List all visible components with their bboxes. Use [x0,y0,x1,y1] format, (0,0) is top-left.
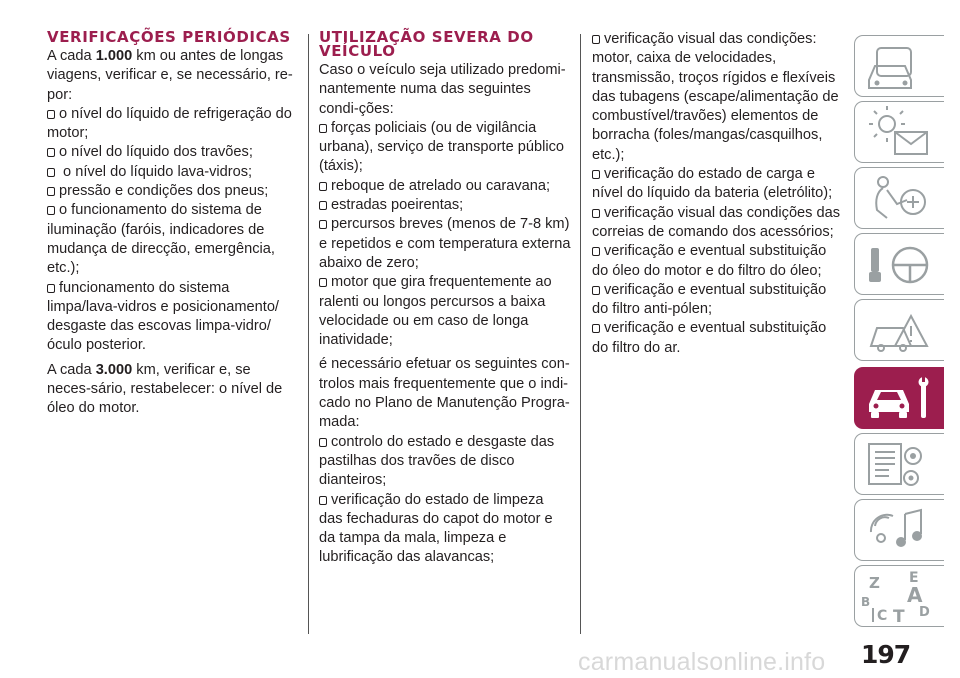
bullet-icon [592,209,600,218]
list-item: reboque de atrelado ou caravana; [319,177,571,196]
svg-text:Z: Z [869,574,880,592]
list-item: verificação e eventual substituição do filtro do ar. [592,320,827,356]
list-item: funcionamento do sistema limpa/lava-vidros e posicionamento/ desgaste das escovas limpa-vidro/ óculo posterior. [47,279,279,354]
svg-text:A: A [907,583,923,607]
column-right [592,30,842,358]
middle-paragraph: é necessário efetuar os seguintes con-trolos mais frequentemente que o indi-cado no Plano de Manutenção Progra-mada: [319,356,570,431]
section-heading-severe-use: UTILIZAÇÃO SEVERA DO VEÍCULO [319,28,534,60]
list-item: pressão e condições dos pneus; [47,182,297,201]
bullet-icon [319,182,327,191]
list-item: forças policiais (ou de vigilância urbana), serviço de transporte público (táxis); [319,119,564,175]
tab-starting-driving[interactable] [854,233,944,295]
column-divider [308,34,309,634]
tab-car-dashboard[interactable] [854,35,944,97]
svg-text:D: D [919,605,930,620]
column-left [47,30,297,419]
svg-text:C: C [877,608,888,624]
steering-wheel-icon [855,234,945,296]
list-item: verificação visual das condições: motor, caixa de velocidades, transmissão, troços rígidos e flexíveis das tubagens (escape/alimentação de combustível/travões) elementos de borracha (foles/mangas/casquilhos, etc.); [592,31,839,163]
bullet-icon [592,170,600,179]
bullet-icon [47,284,55,293]
list-item: verificação visual das condições das correias de comando dos acessórios; [592,204,841,240]
bullet-icon [47,148,55,157]
tab-technical-data[interactable] [854,433,944,495]
bullet-icon [592,324,600,333]
bullet-icon [319,438,327,447]
bullet-icon [319,496,327,505]
list-item: o funcionamento do sistema de iluminação (faróis, indicadores de mudança de direcção, emergência, etc.); [47,202,275,277]
safety-airbag-icon [855,168,945,230]
bullet-icon [47,168,55,177]
paragraph-3000km: A cada 3.000 km, verificar e, se neces-sário, restabelecer: o nível de óleo do motor. [47,361,283,417]
bullet-icon [592,35,600,44]
bullet-icon [592,247,600,256]
list-item: estradas poeirentas; [319,196,571,215]
km-value-3000: 3.000 [95,361,133,378]
bullet-icon [319,278,327,287]
tab-safety[interactable] [854,167,944,229]
list-item: o nível do líquido lava-vidros; [47,163,297,182]
paragraph-1000km: A cada 1.000 km ou antes de longas viagens, verificar e, se necessário, re-por: [47,48,293,103]
tab-warning-lights[interactable] [854,101,944,163]
list-item: controlo do estado e desgaste das pastilhas dos travões de disco dianteiros; [319,433,555,489]
column-middle [319,30,571,568]
list-item: o nível do líquido dos travões; [47,143,297,162]
page-number: 197 [861,640,911,669]
bullet-icon [47,206,55,215]
bullet-icon [319,124,327,133]
list-item: verificação do estado de limpeza das fechaduras do capot do motor e da tampa da mala, limpeza e lubrificação das alavancas; [319,491,553,566]
km-value-1000: 1.000 [95,48,133,64]
breakdown-icon [855,300,945,362]
svg-text:E: E [909,570,919,586]
multimedia-icon [855,500,945,562]
list-item: o nível do líquido de refrigeração do motor; [47,105,292,142]
list-item: verificação e eventual substituição do filtro anti-pólen; [592,281,827,318]
index-icon [855,566,945,628]
watermark: carmanualsonline.info [578,648,826,676]
svg-text:T: T [893,607,905,627]
car-service-icon [855,368,945,430]
list-item: motor que gira frequentemente ao ralenti ou longos percursos a baixa velocidade ou em caso de longa inatividade; [319,274,552,349]
list-item: verificação do estado de carga e nível do líquido da bateria (eletrólito); [592,166,833,202]
intro-paragraph: Caso o veículo seja utilizado predomi-nantemente numa das seguintes condi-ções: [319,62,566,117]
bullet-icon [319,201,327,210]
list-item: percursos breves (menos de 7-8 km) e repetidos e com temperatura externa abaixo de zero; [319,216,571,271]
svg-text:B: B [861,595,871,609]
car-dashboard-icon [855,36,945,98]
list-item: verificação e eventual substituição do óleo do motor e do filtro do óleo; [592,243,827,279]
column-divider [580,34,581,634]
bullet-icon [319,220,327,229]
bullet-icon [47,110,55,119]
bullet-icon [592,286,600,295]
technical-data-icon [855,434,945,496]
warning-lights-icon [855,102,945,164]
bullet-icon [47,187,55,196]
tab-index[interactable] [854,565,944,627]
tab-servicing-care[interactable] [854,367,944,429]
tab-multimedia[interactable] [854,499,944,561]
tab-emergency[interactable] [854,299,944,361]
section-heading-periodic-checks: VERIFICAÇÕES PERIÓDICAS [47,28,291,46]
